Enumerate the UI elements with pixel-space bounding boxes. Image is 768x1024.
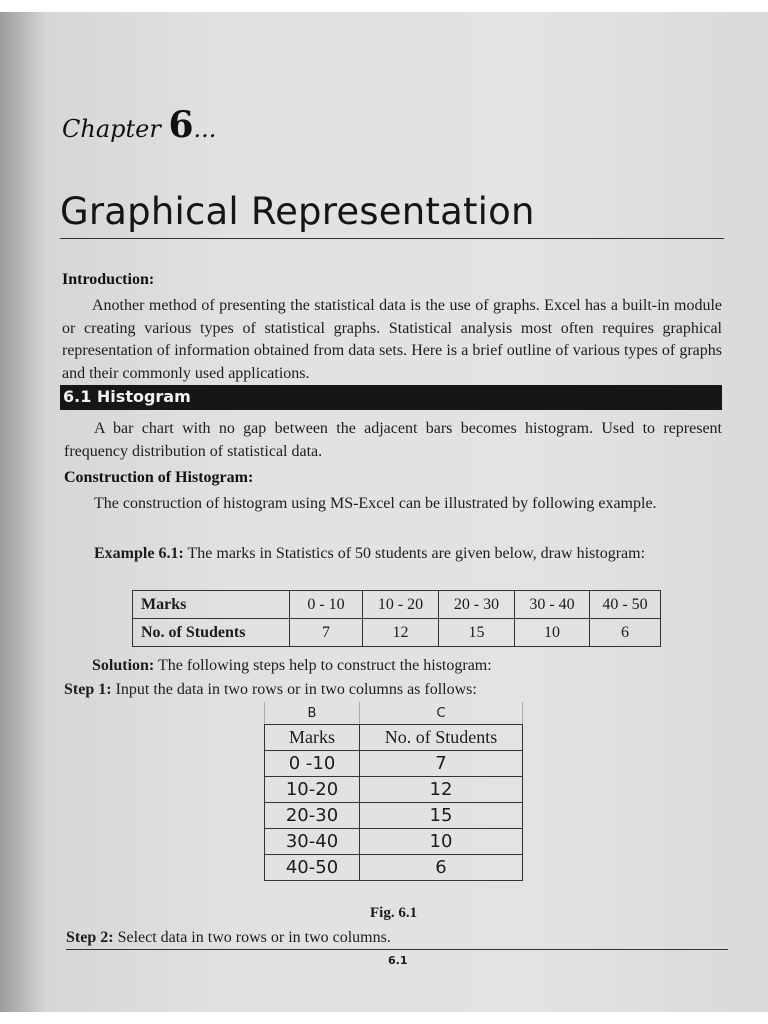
example-paragraph [64, 543, 722, 566]
marks-cell: 40 - 50 [590, 591, 661, 619]
excel-header-row [265, 725, 523, 751]
example-label: Example 6.1: [94, 545, 184, 562]
marks-cell: 10 - 20 [363, 591, 439, 619]
book-page [0, 12, 768, 1012]
column-letter-row [265, 702, 523, 725]
column-letter-c: C [360, 702, 523, 725]
students-cell: 7 [290, 619, 363, 647]
students-value: 12 [360, 777, 523, 803]
students-row [133, 619, 661, 647]
chapter-ellipsis: ... [193, 115, 217, 143]
footer-divider [66, 949, 728, 950]
table-row [265, 829, 523, 855]
title-divider [60, 238, 724, 239]
students-value: 6 [360, 855, 523, 881]
step2-line [66, 927, 726, 950]
section-heading-bar [60, 385, 722, 410]
construction-heading: Construction of Histogram: [64, 469, 254, 486]
students-cell: 15 [439, 619, 515, 647]
students-cell: 12 [363, 619, 439, 647]
figure-caption: Fig. 6.1 [370, 905, 418, 921]
histogram-definition-text: A bar chart with no gap between the adjacent bars becomes histogram. Used to represent frequency distribution of statistical data. [64, 420, 722, 460]
step1-line [64, 679, 724, 702]
histogram-definition [64, 418, 722, 463]
construction-text: The construction of histogram using MS-Excel can be illustrated by following example. [94, 495, 657, 512]
column-letter-b: B [265, 702, 360, 725]
table-row [265, 751, 523, 777]
table-row [265, 855, 523, 881]
students-value: 15 [360, 803, 523, 829]
students-row-label: No. of Students [133, 619, 290, 647]
marks-cell: 30 - 40 [515, 591, 590, 619]
page-title: Graphical Representation [60, 190, 535, 233]
introduction-heading: Introduction: [62, 271, 155, 288]
introduction-paragraph [62, 295, 722, 385]
table-row [265, 777, 523, 803]
chapter-word: Chapter [62, 115, 161, 143]
solution-label: Solution: [92, 657, 155, 674]
introduction-text: Another method of presenting the statistical data is the use of graphs. Excel has a built-in module or creating various types of statistical graphs. Statistical analysis most often requires graphical representation of information obtained from data sets. Here is a brief outline of various types of graphs and their commonly used applications. [62, 297, 722, 382]
students-cell: 10 [515, 619, 590, 647]
excel-data-table [264, 702, 523, 881]
marks-value: 20-30 [265, 803, 360, 829]
students-value: 10 [360, 829, 523, 855]
marks-table [132, 590, 661, 647]
page-number: 6.1 [388, 954, 408, 967]
marks-value: 0 -10 [265, 751, 360, 777]
marks-row-label: Marks [133, 591, 290, 619]
chapter-number: 6 [168, 104, 194, 146]
marks-value: 30-40 [265, 829, 360, 855]
marks-value: 40-50 [265, 855, 360, 881]
table-row [265, 803, 523, 829]
students-value: 7 [360, 751, 523, 777]
step2-label: Step 2: [66, 929, 114, 946]
marks-value: 10-20 [265, 777, 360, 803]
students-column-header: No. of Students [360, 725, 523, 751]
example-text: The marks in Statistics of 50 students are given below, draw histogram: [187, 545, 646, 562]
marks-row [133, 591, 661, 619]
solution-text: The following steps help to construct the histogram: [157, 657, 492, 674]
chapter-heading [62, 104, 216, 146]
section-title: 6.1 Histogram [63, 387, 191, 406]
marks-column-header: Marks [265, 725, 360, 751]
solution-line [92, 655, 732, 678]
marks-cell: 20 - 30 [439, 591, 515, 619]
step1-text: Input the data in two rows or in two columns as follows: [115, 681, 477, 698]
step2-text: Select data in two rows or in two columns. [117, 929, 391, 946]
construction-paragraph [64, 493, 722, 516]
marks-cell: 0 - 10 [290, 591, 363, 619]
step1-label: Step 1: [64, 681, 112, 698]
students-cell: 6 [590, 619, 661, 647]
